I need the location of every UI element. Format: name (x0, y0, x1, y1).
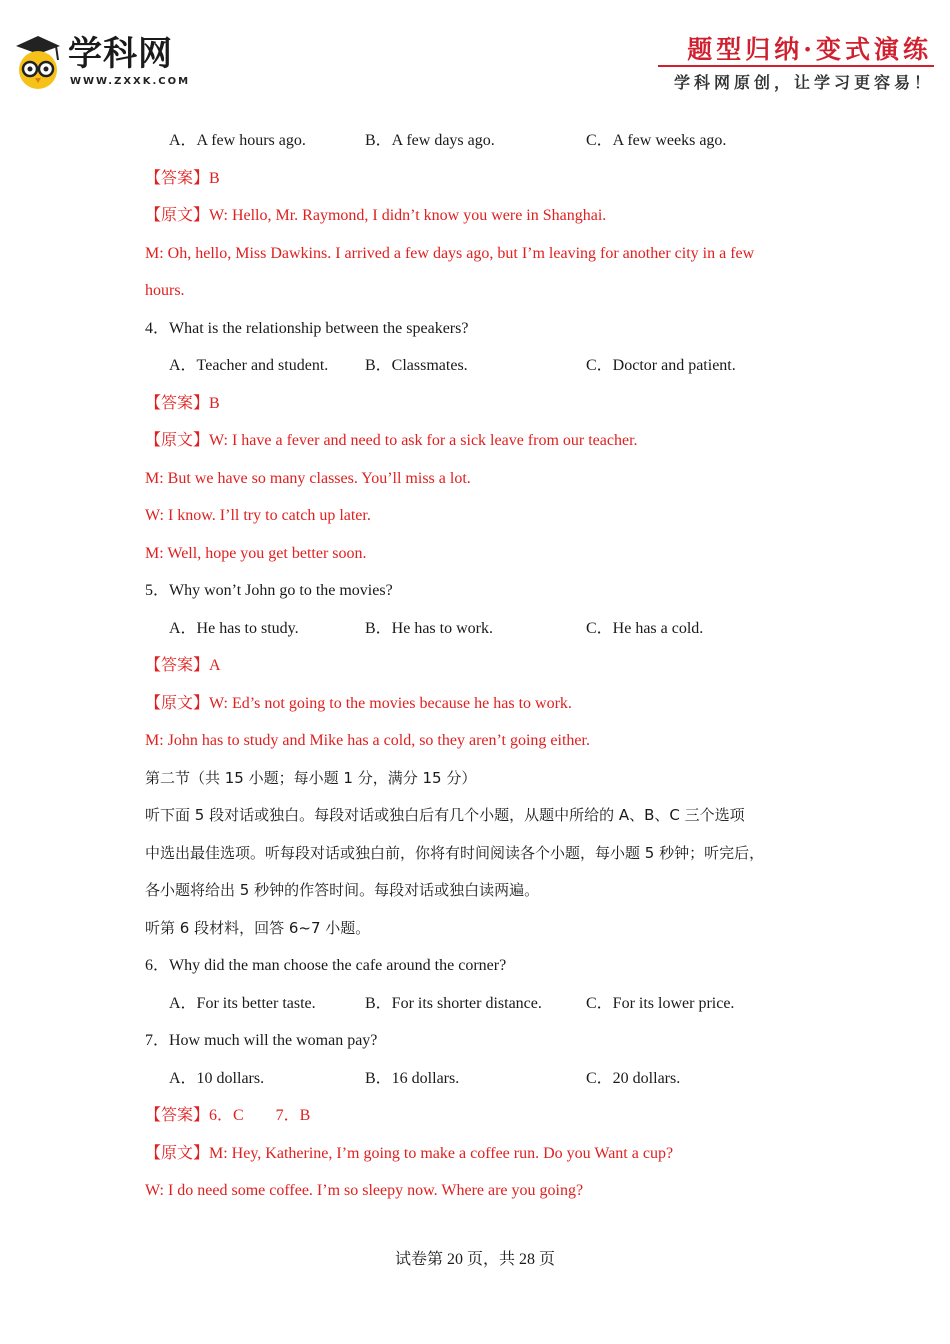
answer-text: 【原文】W: I have a fever and need to ask for a sick leave from our teacher. (145, 432, 638, 449)
option-a: A．10 dollars. (169, 1069, 265, 1087)
instruction-text: 听下面 5 段对话或独白。每段对话或独白后有几个小题，从题中所给的 A、B、C 三个选项 (145, 806, 745, 824)
answer-text: M: Oh, hello, Miss Dawkins. I arrived a few days ago, but I’m leaving for another city in a few (145, 244, 755, 262)
answer-text: M: John has to study and Mike has a cold, so they aren’t going either. (145, 732, 590, 749)
answer-options (145, 985, 835, 1023)
slogan-title: 题型归纳·变式演练 (687, 35, 932, 64)
option-a: A．Teacher and student. (169, 357, 329, 374)
option-c: C．20 dollars. (586, 1069, 681, 1087)
option-c: C．For its lower price. (586, 994, 735, 1012)
question-text: 6．Why did the man choose the cafe around the corner? (145, 957, 507, 974)
answer-text: 【答案】B (145, 169, 220, 187)
answer-text: hours. (145, 282, 185, 299)
option-c: C．He has a cold. (586, 619, 704, 637)
instruction-text: 各小题将给出 5 秒钟的作答时间。每段对话或独白读两遍。 (145, 881, 540, 899)
answer-text: M: But we have so many classes. You’ll miss a lot. (145, 469, 471, 487)
option-b: B．A few days ago. (365, 132, 495, 149)
option-b: B．16 dollars. (365, 1069, 460, 1087)
slogan-subtitle: 学科网原创，让学习更容易！ (673, 73, 934, 92)
answer-options (145, 1060, 835, 1098)
page-number: 试卷第 20 页，共 28 页 (394, 1251, 555, 1268)
instruction-text: 听第 6 段材料，回答 6~7 小题。 (145, 918, 371, 937)
answer-text: W: I know. I’ll try to catch up later. (145, 507, 371, 524)
option-b: B．He has to work. (365, 619, 493, 637)
option-a: A．He has to study. (169, 619, 299, 637)
answer-text: W: I do need some coffee. I’m so sleepy now. Where are you going? (145, 1182, 584, 1199)
option-a: A．A few hours ago. (169, 132, 306, 149)
answer-text: 【原文】W: Ed’s not going to the movies because he has to work. (145, 694, 572, 712)
answer-options (145, 610, 835, 648)
option-c: C．Doctor and patient. (586, 357, 736, 374)
answer-options (145, 347, 835, 385)
answer-options (145, 122, 835, 160)
document-body (145, 122, 835, 1210)
option-b: B．Classmates. (365, 357, 468, 374)
page-header (0, 0, 950, 110)
instruction-text: 第二节（共 15 小题；每小题 1 分，满分 15 分） (145, 768, 477, 787)
instruction-text: 中选出最佳选项。听每段对话或独白前，你将有时间阅读各个小题，每小题 5 秒钟；听完后， (145, 843, 765, 862)
option-c: C．A few weeks ago. (586, 132, 727, 149)
answer-text: 【答案】A (145, 657, 221, 674)
question-text: 5．Why won’t John go to the movies? (145, 582, 393, 599)
answer-text: 【答案】6．C 7．B (145, 1107, 311, 1124)
option-a: A．For its better taste. (169, 994, 316, 1012)
answer-text: 【答案】B (145, 394, 220, 412)
question-text: 7．How much will the woman pay? (145, 1032, 378, 1049)
slogan-divider (658, 65, 934, 67)
logo-text: 学科网 (68, 34, 173, 74)
answer-text: M: Well, hope you get better soon. (145, 544, 367, 562)
option-b: B．For its shorter distance. (365, 994, 542, 1012)
logo-url: WWW.ZXXK.COM (70, 76, 191, 87)
answer-text: 【原文】W: Hello, Mr. Raymond, I didn’t know you were in Shanghai. (145, 207, 607, 224)
question-text: 4．What is the relationship between the speakers? (145, 319, 469, 337)
owl-mascot-icon (12, 34, 64, 90)
answer-text: 【原文】M: Hey, Katherine, I’m going to make a coffee run. Do you Want a cup? (145, 1144, 674, 1162)
